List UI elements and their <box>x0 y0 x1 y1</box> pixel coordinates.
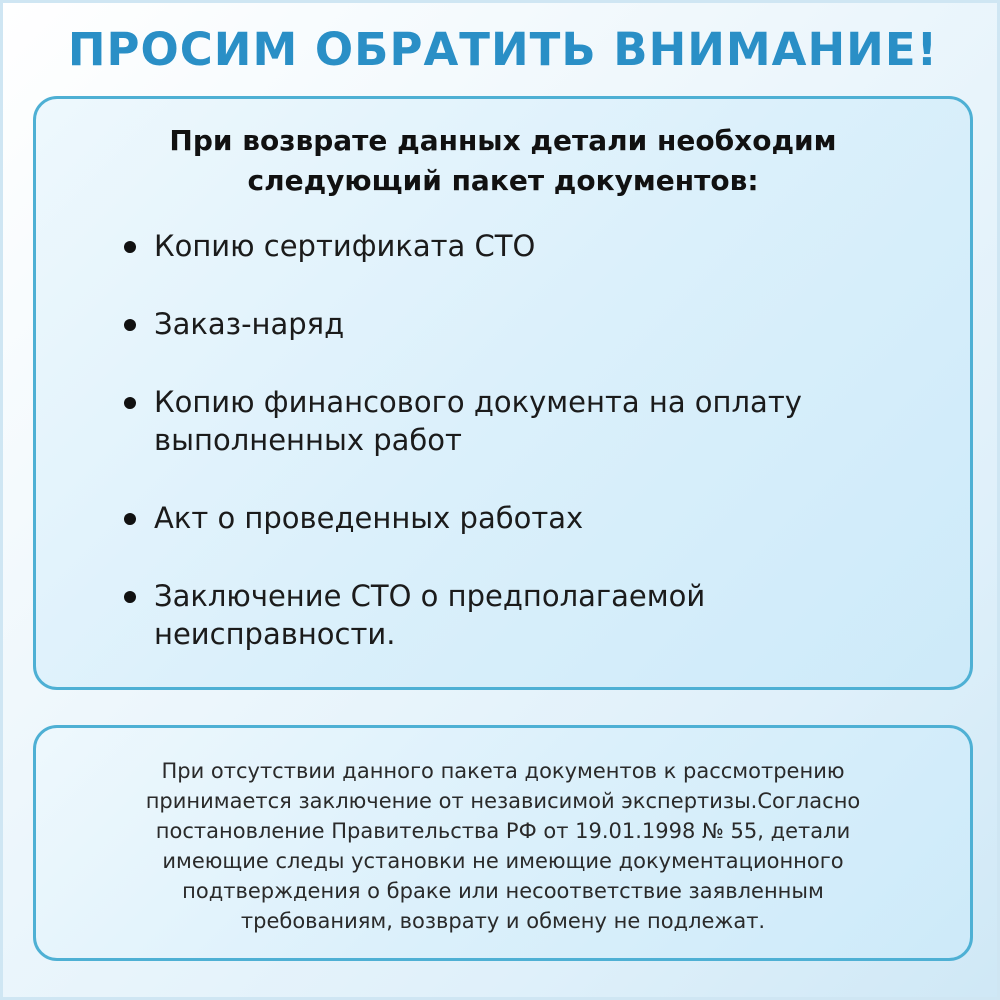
bullet-icon <box>124 319 136 331</box>
list-item-line-1: Заключение СТО о предполагаемой <box>154 579 706 613</box>
bullet-icon <box>124 241 136 253</box>
bullet-icon <box>124 513 136 525</box>
bullet-icon <box>124 397 136 409</box>
bullet-icon <box>124 591 136 603</box>
list-item <box>124 577 944 653</box>
documents-list <box>124 227 944 693</box>
documents-card <box>33 96 973 690</box>
note-line: принимается заключение от независимой экспертизы.Согласно <box>145 789 861 813</box>
note-card <box>33 725 973 961</box>
intro-line-2: следующий пакет документов: <box>247 164 759 197</box>
list-item <box>124 383 944 459</box>
note-line: При отсутствии данного пакета документов к рассмотрению <box>161 759 845 783</box>
list-item <box>124 227 944 265</box>
note-text <box>76 756 930 936</box>
note-line: имеющие следы установки не имеющие документационного <box>162 849 844 873</box>
headline: ПРОСИМ ОБРАТИТЬ ВНИМАНИЕ! <box>67 23 939 76</box>
intro-line-1: При возврате данных детали необходим <box>169 124 837 157</box>
list-item-line-2: неисправности. <box>154 617 396 651</box>
note-line: подтверждения о браке или несоответствие заявленным <box>182 879 824 903</box>
list-item-line-2: выполненных работ <box>154 423 462 457</box>
note-line: постановление Правительства РФ от 19.01.1998 № 55, детали <box>155 819 851 843</box>
list-item-line-1: Копию сертификата СТО <box>154 229 536 263</box>
list-item-line-1: Заказ-наряд <box>154 307 345 341</box>
list-item <box>124 305 944 343</box>
list-item-line-1: Акт о проведенных работах <box>154 501 584 535</box>
list-item-line-1: Копию финансового документа на оплату <box>154 385 802 419</box>
documents-intro <box>36 121 970 201</box>
note-line: требованиям, возврату и обмену не подлежат. <box>240 909 766 933</box>
list-item <box>124 499 944 537</box>
